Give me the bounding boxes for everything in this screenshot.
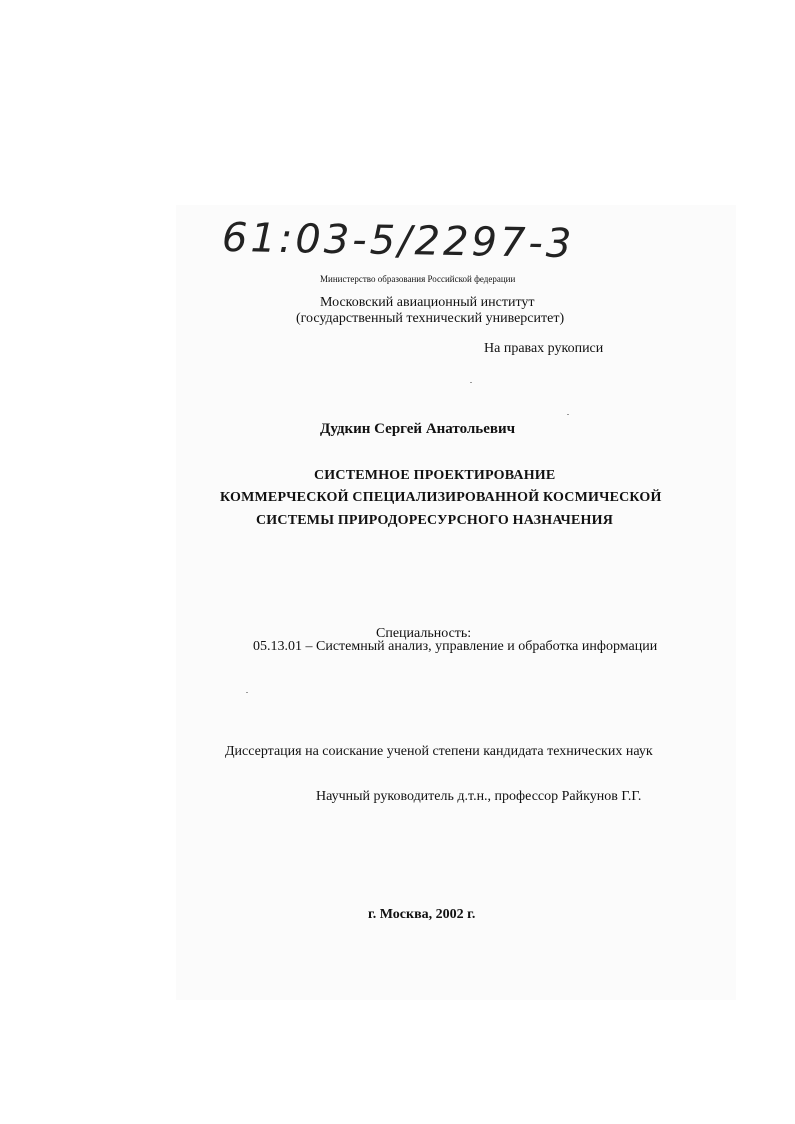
degree-statement: Диссертация на соискание ученой степени кандидата технических наук [225, 744, 653, 759]
ministry-name: Министерство образования Российской федерации [320, 274, 516, 284]
scan-speck [567, 414, 569, 415]
scientific-advisor: Научный руководитель д.т.н., профессор Райкунов Г.Г. [316, 789, 642, 804]
title-line-1: СИСТЕМНОЕ ПРОЕКТИРОВАНИЕ [314, 468, 556, 483]
specialty-value: 05.13.01 – Системный анализ, управление и обработка информации [253, 639, 658, 654]
institute-name: Московский авиационный институт [320, 295, 535, 310]
title-line-3: СИСТЕМЫ ПРИРОДОРЕСУРСНОГО НАЗНАЧЕНИЯ [256, 513, 614, 528]
handwritten-catalog-number: 61:03-5/2297-3 [221, 214, 575, 268]
scan-speck [246, 692, 248, 693]
scan-speck [470, 382, 472, 383]
university-status: (государственный технический университет) [296, 311, 565, 326]
city-and-year: г. Москва, 2002 г. [368, 907, 476, 922]
author-name: Дудкин Сергей Анатольевич [320, 421, 516, 437]
rights-notice: На правах рукописи [484, 341, 604, 356]
title-line-2: КОММЕРЧЕСКОЙ СПЕЦИАЛИЗИРОВАННОЙ КОСМИЧЕСКОЙ [220, 490, 662, 505]
specialty-label: Специальность: [376, 626, 472, 641]
